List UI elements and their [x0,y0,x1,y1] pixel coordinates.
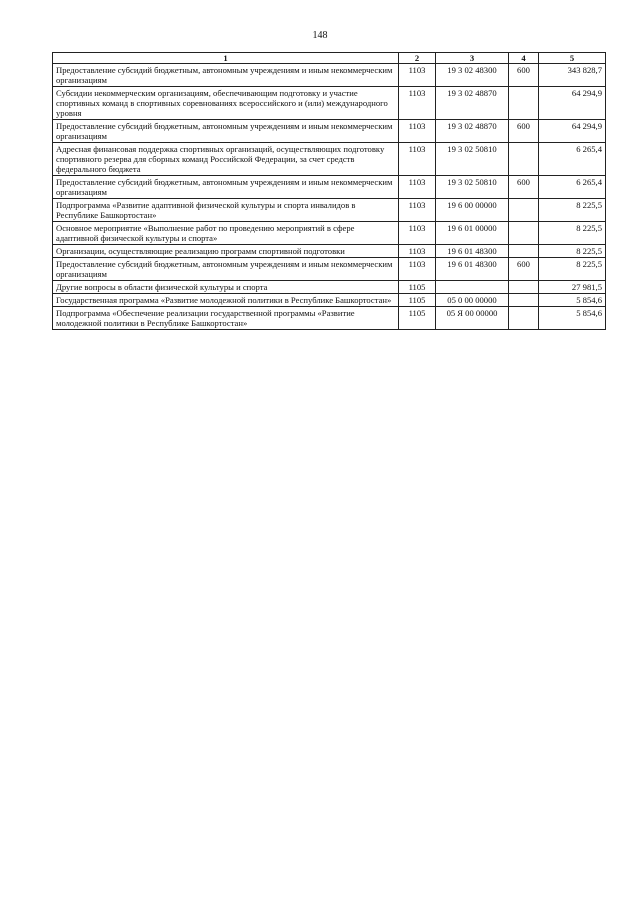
header-col-2: 2 [399,53,436,64]
row-amount: 6 265,4 [539,143,606,176]
header-row [53,53,606,64]
row-amount: 64 294,9 [539,120,606,143]
row-type: 600 [509,120,539,143]
row-name: Адресная финансовая поддержка спортивных организаций, осуществляющих подготовку спортивного резерва для сборных команд Российской Федерации, за счет средств федерального бюджета [53,143,399,176]
row-section: 1103 [399,222,436,245]
row-amount: 64 294,9 [539,87,606,120]
row-amount: 8 225,5 [539,245,606,258]
row-type [509,307,539,330]
row-name: Предоставление субсидий бюджетным, автономным учреждениям и иным некоммерческим организациям [53,64,399,87]
row-type: 600 [509,258,539,281]
row-amount: 27 981,5 [539,281,606,294]
row-type [509,245,539,258]
row-name: Другие вопросы в области физической культуры и спорта [53,281,399,294]
header-col-1: 1 [53,53,399,64]
header-col-3: 3 [436,53,509,64]
row-amount: 5 854,6 [539,294,606,307]
row-amount: 8 225,5 [539,258,606,281]
row-name: Предоставление субсидий бюджетным, автономным учреждениям и иным некоммерческим организациям [53,258,399,281]
row-target: 19 6 01 48300 [436,245,509,258]
row-section: 1103 [399,176,436,199]
row-amount: 343 828,7 [539,64,606,87]
row-type [509,294,539,307]
row-name: Предоставление субсидий бюджетным, автономным учреждениям и иным некоммерческим организациям [53,120,399,143]
row-target [436,281,509,294]
row-section: 1103 [399,120,436,143]
row-section: 1105 [399,307,436,330]
row-amount: 5 854,6 [539,307,606,330]
table-row [53,87,606,120]
row-section: 1103 [399,258,436,281]
row-amount: 6 265,4 [539,176,606,199]
row-target: 19 3 02 50810 [436,176,509,199]
row-amount: 8 225,5 [539,222,606,245]
table-row [53,294,606,307]
budget-table [52,52,606,330]
row-section: 1103 [399,143,436,176]
row-name: Организации, осуществляющие реализацию программ спортивной подготовки [53,245,399,258]
table-row [53,143,606,176]
row-type: 600 [509,176,539,199]
table-row [53,176,606,199]
row-type [509,281,539,294]
table-row [53,222,606,245]
row-target: 19 3 02 48870 [436,87,509,120]
row-type [509,143,539,176]
row-target: 05 Я 00 00000 [436,307,509,330]
row-target: 19 3 02 50810 [436,143,509,176]
row-target: 19 6 01 48300 [436,258,509,281]
row-type [509,87,539,120]
row-section: 1103 [399,64,436,87]
row-type: 600 [509,64,539,87]
row-name: Субсидии некоммерческим организациям, обеспечивающим подготовку и участие спортивных команд в спортивных соревнованиях всероссийского и (или) международного уровня [53,87,399,120]
row-type [509,199,539,222]
row-name: Подпрограмма «Обеспечение реализации государственной программы «Развитие молодежной политики в Республике Башкортостан» [53,307,399,330]
table-row [53,307,606,330]
table-row [53,64,606,87]
row-target: 19 6 01 00000 [436,222,509,245]
table-row [53,120,606,143]
row-target: 19 3 02 48300 [436,64,509,87]
row-section: 1105 [399,294,436,307]
row-target: 19 6 00 00000 [436,199,509,222]
row-name: Подпрограмма «Развитие адаптивной физической культуры и спорта инвалидов в Республике Башкортостан» [53,199,399,222]
row-section: 1103 [399,87,436,120]
row-target: 05 0 00 00000 [436,294,509,307]
table-row [53,258,606,281]
header-col-4: 4 [509,53,539,64]
table-body [53,64,606,330]
header-col-5: 5 [539,53,606,64]
table-row [53,245,606,258]
row-target: 19 3 02 48870 [436,120,509,143]
row-name: Государственная программа «Развитие молодежной политики в Республике Башкортостан» [53,294,399,307]
row-section: 1103 [399,199,436,222]
page-number: 148 [312,30,328,41]
row-amount: 8 225,5 [539,199,606,222]
row-section: 1103 [399,245,436,258]
row-name: Основное мероприятие «Выполнение работ по проведению мероприятий в сфере адаптивной физической культуры и спорта» [53,222,399,245]
row-section: 1105 [399,281,436,294]
table-row [53,199,606,222]
table-row [53,281,606,294]
table-header [53,53,606,64]
row-name: Предоставление субсидий бюджетным, автономным учреждениям и иным некоммерческим организациям [53,176,399,199]
row-type [509,222,539,245]
